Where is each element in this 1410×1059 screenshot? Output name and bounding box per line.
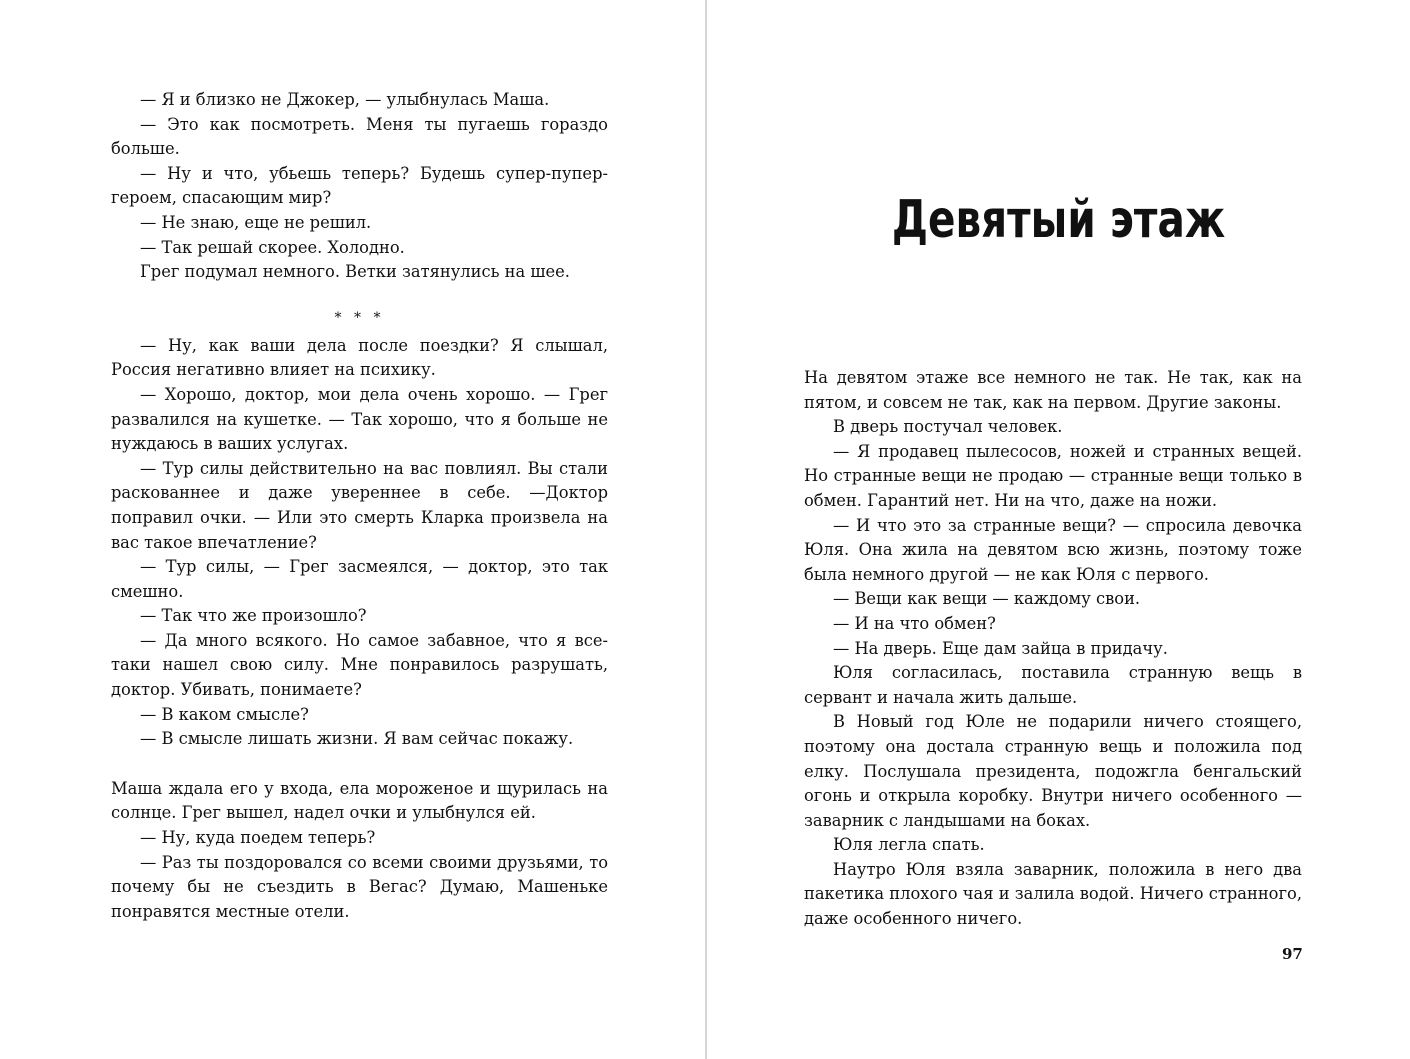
paragraph: Маша ждала его у входа, ела мороженое и щурилась на солнце. Грег вышел, надел очки и улыбнулся ей. bbox=[111, 778, 608, 823]
paragraph: — Это как посмотреть. Меня ты пугаешь гораздо больше. bbox=[111, 114, 608, 159]
right-page-text bbox=[804, 366, 1302, 932]
paragraph: — Раз ты поздоровался со всеми своими друзьями, то почему бы не съездить в Вегас? Думаю, Машеньке понравятся местные отели. bbox=[111, 852, 608, 921]
paragraph: Грег подумал немного. Ветки затянулись на шее. bbox=[140, 262, 570, 282]
paragraph: — Тур силы, — Грег засмеялся, — доктор, это так смешно. bbox=[111, 557, 608, 601]
paragraph: — Так что же произошло? bbox=[140, 606, 367, 626]
paragraph: Наутро Юля взяла заварник, положила в него два пакетика плохого чая и залила водой. Ничего странного, даже особенного ничего. bbox=[804, 859, 1302, 929]
chapter-title: Девятый этаж bbox=[891, 190, 1226, 250]
paragraph: Юля легла спать. bbox=[833, 835, 985, 855]
paragraph: На девятом этаже все немного не так. Не так, как на пятом, и совсем не так, как на первом. Другие законы. bbox=[804, 368, 1302, 412]
section-separator: * * * bbox=[334, 309, 385, 326]
paragraph: — Ну и что, убьешь теперь? Будешь супер-пупер-героем, спасающим мир? bbox=[111, 163, 608, 208]
paragraph: — В смысле лишать жизни. Я вам сейчас покажу. bbox=[140, 729, 574, 749]
paragraph: Юля согласилась, поставила странную вещь в сервант и начала жить дальше. bbox=[804, 663, 1302, 707]
paragraph: — Ну, как ваши дела после поездки? Я слышал, Россия негативно влияет на психику. bbox=[111, 335, 608, 380]
paragraph: — Я и близко не Джокер, — улыбнулась Маша. bbox=[140, 90, 550, 109]
paragraph: — На дверь. Еще дам зайца в придачу. bbox=[833, 638, 1168, 658]
paragraph: — Так решай скорее. Холодно. bbox=[140, 237, 405, 257]
section-gap bbox=[111, 752, 608, 777]
paragraph: В Новый год Юле не подарили ничего стоящего, поэтому она достала странную вещь и положила под елку. Послушала президента, подожгла бенгальский огонь и открыла коробку. Внутри ничего особенного — заварник с ландышами на боках. bbox=[804, 712, 1302, 830]
left-page-text bbox=[111, 88, 608, 924]
paragraph: — Ну, куда поедем теперь? bbox=[140, 828, 376, 848]
paragraph: — И на что обмен? bbox=[833, 613, 996, 633]
paragraph: — И что это за странные вещи? — спросила девочка Юля. Она жила на девятом всю жизнь, поэтому тоже была немного другой — не как Юля с первого. bbox=[804, 515, 1302, 584]
paragraph: — Да много всякого. Но самое забавное, что я все-таки нашел свою силу. Мне понравилось разрушать, доктор. Убивать, понимаете? bbox=[111, 630, 608, 700]
paragraph: — В каком смысле? bbox=[140, 704, 309, 724]
paragraph: — Я продавец пылесосов, ножей и странных вещей. Но странные вещи не продаю — странные вещи только в обмен. Гарантий нет. Ни на что, даже на ножи. bbox=[804, 441, 1302, 510]
paragraph: — Не знаю, еще не решил. bbox=[140, 212, 372, 232]
page-number: 97 bbox=[1282, 945, 1303, 963]
paragraph: В дверь постучал человек. bbox=[833, 417, 1063, 437]
paragraph: — Хорошо, доктор, мои дела очень хорошо. — Грег развалился на кушетке. — Так хорошо, что я больше не нуждаюсь в ваших услугах. bbox=[111, 384, 608, 454]
paragraph: — Тур силы действительно на вас повлиял. Вы стали раскованнее и даже увереннее в себе. —Доктор поправил очки. — Или это смерть Кларка произвела на вас такое впечатление? bbox=[111, 458, 608, 552]
paragraph: — Вещи как вещи — каждому свои. bbox=[833, 589, 1141, 609]
right-page bbox=[707, 0, 1410, 1059]
